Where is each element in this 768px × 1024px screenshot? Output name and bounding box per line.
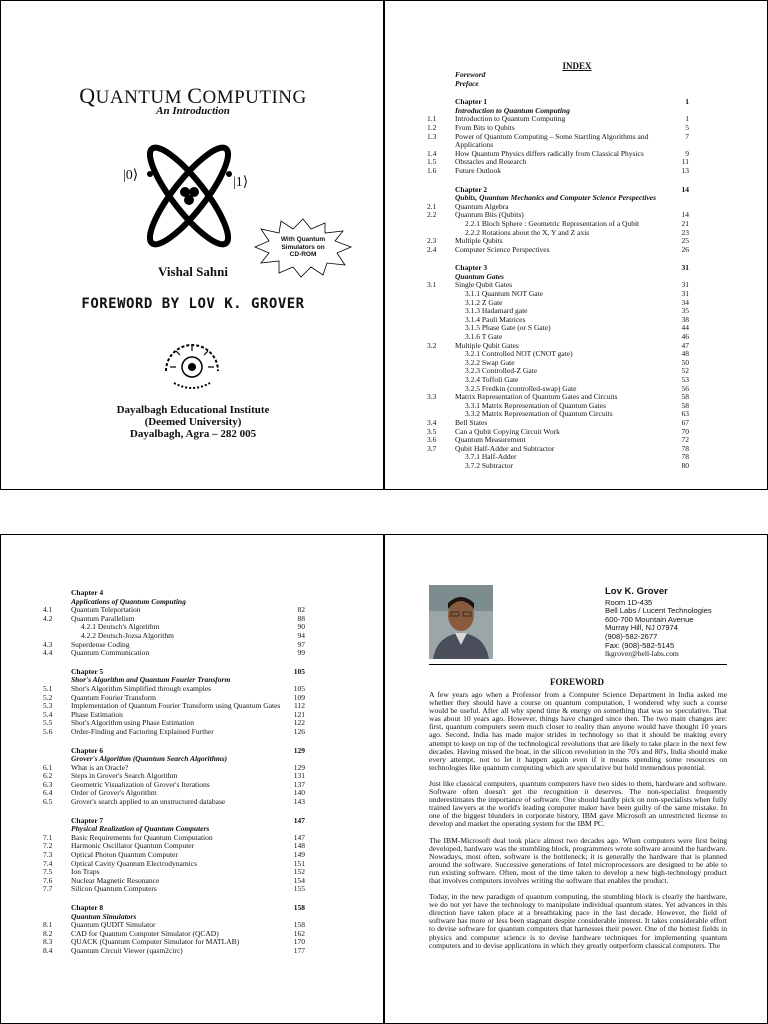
toc-entry-title: 3.2.4 Toffoli Gate	[465, 375, 519, 384]
toc-entry-title: Steps in Grover's Search Algorithm	[71, 771, 178, 781]
toc-chapter-page: 31	[681, 263, 689, 273]
toc-entry-number: 6.2	[43, 771, 53, 781]
toc-entry-page: 151	[293, 858, 305, 868]
toc-chapter-page: 105	[293, 666, 305, 676]
toc-chapter-title-text: Quantum Gates	[455, 271, 504, 281]
toc-front-foreword: Foreword	[455, 70, 486, 79]
foreword-credit: FOREWORD BY LOV K. GROVER	[81, 296, 305, 312]
toc-entry-number: 5.3	[43, 701, 53, 711]
toc-entry-title: 3.7.2 Subtractor	[465, 460, 514, 470]
toc-entry-number: 4.1	[43, 605, 53, 615]
toc-entry-title: 3.1.2 Z Gate	[465, 297, 503, 307]
toc-entry-title: Superdense Coding	[71, 639, 130, 649]
toc-entry-title: 3.2.1 Controlled NOT (CNOT gate)	[465, 349, 573, 359]
institute-name: Dayalbagh Educational Institute	[116, 404, 270, 416]
toc-entry-title: How Quantum Physics differs radically from Classical Physics	[455, 148, 644, 158]
toc-entry-number: 5.5	[43, 718, 53, 728]
institute-address: Dayalbagh, Agra – 282 005	[129, 428, 257, 440]
toc-chapter-page: 147	[293, 815, 305, 825]
toc-entry-title: Implementation of Quantum Fourier Transform using Quantum Gates	[71, 701, 281, 711]
toc-entry-title: 3.1.4 Pauli Matrices	[465, 314, 526, 324]
author-name: Vishal Sahni	[158, 264, 228, 279]
toc-entry-page: 23	[681, 227, 689, 237]
toc-entry-number: 8.4	[43, 945, 53, 955]
toc-entry-title: From Bits to Qubits	[455, 122, 515, 132]
toc-chapter-name: Chapter 8	[71, 903, 104, 912]
foreword-body	[429, 691, 727, 958]
toc-entry-page: 11	[681, 157, 689, 167]
toc-entry-page: 82	[297, 605, 305, 615]
toc-chapter-name: Chapter 7	[71, 815, 104, 825]
toc-chapter-name: Chapter 6	[71, 745, 104, 755]
toc-entry-number: 6.3	[43, 779, 53, 789]
toc-entry-number: 2.2	[427, 210, 437, 220]
toc-entry-number: 5.2	[43, 692, 53, 702]
toc-chapter-title-text: Qubits, Quantum Mechanics and Computer Science Perspectives	[455, 193, 657, 203]
toc-entry-page: 58	[681, 400, 689, 410]
toc-entry	[43, 798, 305, 807]
toc-chapter-page: 158	[293, 903, 305, 912]
toc-entry-page: 80	[681, 460, 689, 470]
foreword-paragraph-4: Today, in the new paradigm of quantum computing, the stumbling block is clearly the hardware, we do not yet have the technology to manipulate individual quantum states. Yet advances in this direction have taken place at a breathtaking pace in the last decade. However, the field of software has more or less been stagnant despite considerable interest. It takes considerable effort to devise software for quantum computers that harnesses their power. One of the hottest fields in physics and computer science is to devise hardware techniques for implementing quantum computers and to devise applications in which they greatly outperform classical computers. The	[429, 892, 727, 950]
toc-entry-title: Shor's Algorithm Simplified through examples	[71, 683, 212, 693]
toc-entry-number: 3.3	[427, 392, 437, 402]
toc-entry-page: 48	[681, 349, 689, 359]
toc-entry-title: Basic Requirements for Quantum Computation	[71, 832, 213, 842]
toc-entry-title: Optical Photon Quantum Computer	[71, 850, 178, 860]
toc-entry-title: 3.1.6 T Gate	[465, 332, 503, 342]
toc-entry-page: 109	[293, 692, 305, 702]
toc-entry-page: 105	[293, 683, 305, 693]
toc-entry-title: Multiple Qubits	[455, 236, 503, 246]
toc-entry-page: 38	[681, 314, 689, 324]
toc-entry-title: Optical Cavity Quantum Electrodynamics	[71, 858, 198, 868]
toc-entry-number: 5.4	[43, 709, 53, 719]
toc-entry-page: 154	[293, 875, 305, 885]
toc-entry-page: 177	[293, 945, 305, 955]
toc-entry-page: 99	[297, 648, 305, 658]
toc-entry-number: 5.6	[43, 726, 53, 736]
toc-entry-title: 3.2.3 Controlled-Z Gate	[465, 366, 538, 376]
toc-entry-number: 2.1	[427, 201, 437, 211]
toc-entry-title: CAD for Quantum Computer Simulator (QCAD)	[71, 928, 219, 938]
toc-entry-number: 6.5	[43, 797, 53, 807]
toc-entry-page: 143	[293, 797, 305, 807]
contact-org: Bell Labs / Lucent Technologies	[605, 606, 712, 616]
toc-chapter-name: Chapter 4	[71, 588, 104, 597]
toc-entry-title: Quantum Fourier Transform	[71, 692, 156, 702]
toc-entry-number: 7.2	[43, 841, 53, 851]
toc-entry-number: 1.1	[427, 114, 437, 124]
toc-entry-title: Quantum Parallelism	[71, 613, 135, 623]
toc-entry	[43, 649, 305, 658]
index-heading: INDEX	[562, 61, 592, 71]
toc-chapter-title-text: Applications of Quantum Computing	[71, 596, 186, 606]
toc-entry	[43, 728, 305, 737]
toc-entry-page: 14	[681, 210, 689, 220]
toc-entry-page: 152	[293, 867, 305, 877]
toc-entry-title: What is an Oracle?	[71, 762, 129, 772]
toc-entry-number: 1.6	[427, 165, 437, 175]
toc-entry-page: 67	[681, 417, 689, 427]
toc-entry-number: 6.1	[43, 762, 53, 772]
toc-entry-page: 34	[681, 297, 689, 307]
toc-entry-number: 2.3	[427, 236, 437, 246]
toc-chapter-name: Chapter 5	[71, 666, 104, 676]
toc-entry	[427, 167, 689, 176]
toc-entry-title: Phase Estimation	[71, 709, 123, 719]
toc-entry-title: Single Qubit Gates	[455, 280, 513, 290]
toc-entry-page: 140	[293, 788, 305, 798]
toc-entry-number: 8.1	[43, 920, 53, 930]
toc-entry-page: 129	[293, 762, 305, 772]
toc-front-preface: Preface	[455, 78, 479, 88]
toc-entry-number: 1.4	[427, 148, 437, 158]
toc-entry-number: 7.4	[43, 858, 53, 868]
toc-entry-page: 148	[293, 841, 305, 851]
toc-entry-page: 97	[297, 639, 305, 649]
book-title: QUANTUM COMPUTING	[79, 83, 307, 108]
toc-entry-page: 46	[681, 332, 689, 342]
toc-entry-number: 2.4	[427, 244, 437, 254]
toc-entry-page: 47	[681, 340, 689, 350]
toc-entry-page: 25	[681, 236, 689, 246]
foreword-paragraph-1: A few years ago when a Professor from a Computer Science Department in India asked me whether they should have a course on quantum computation, I wondered why such a course would be useful. After all why spend time & energy on something that was so speculative. That was about 10 years ago. However, things have changed since then. The two main changes are: first, quantum computers seem much closer to reality than anyone would have thought 10 years ago. Second, India has made major strides in technology so that it should be making every attempt to keep on top of the technological revolutions that are likely to take place in the next few decades. Having missed the boat, in the silicon revolution in the 70's and 80's, India should make every attempt, not to let it happen again even if it means spending some resources on technologies like quantum computing which are speculative but hold tremendous potential.	[429, 690, 727, 772]
toc-entry-title: Quantum Bits (Qubits)	[455, 210, 524, 220]
toc-entry-page: 5	[685, 122, 689, 132]
toc-entry-number: 1.3	[427, 131, 437, 141]
foreword-heading: FOREWORD	[550, 677, 604, 687]
toc-entry-page: 122	[293, 718, 305, 728]
toc-entry-page: 58	[681, 392, 689, 402]
toc-entry-page: 149	[293, 850, 305, 860]
contact-block	[605, 588, 712, 659]
toc-entry-title: Silicon Quantum Computers	[71, 884, 157, 894]
foreword-paragraph-2: Just like classical computers, quantum computers have two sides to them, hardware and software. Software often doesn't get the recognition it deserves. The non-specialist frequently underestimates the importance of software. One should hardly pick on non-specialists when fully trained lawyers at the world's leading computer maker have been guilty of the same mistake. In one of the biggest blunders in corporate history, IBM gave Microsoft an unrestricted license to develop and market the operating system for the IBM PC.	[429, 778, 727, 829]
toc-entry	[43, 885, 305, 894]
toc-entry-page: 53	[681, 375, 689, 384]
toc-entry-title: Applications	[455, 140, 494, 150]
toc-entry-title: Shor's Algorithm using Phase Estimation	[71, 718, 195, 728]
toc-entry-title: Quantum Circuit Viewer (qasm2circ)	[71, 945, 183, 955]
toc-entry-title: Quantum QUDIT Simulator	[71, 920, 156, 930]
toc-entry-page: 63	[681, 409, 689, 419]
institute-status: (Deemed University)	[144, 416, 242, 428]
atom-logo	[119, 141, 269, 256]
toc-entry-page: 162	[293, 928, 305, 938]
toc-entry-number: 3.6	[427, 435, 437, 445]
contact-street: 600-700 Mountain Avenue	[605, 614, 694, 624]
toc-entry-page: 7	[685, 131, 689, 141]
toc-entry-page: 155	[293, 884, 305, 894]
toc-entry-page: 56	[681, 383, 689, 393]
toc-entry-title: 2.2.2 Rotations about the X, Y and Z axis	[465, 227, 590, 237]
toc-entry-number: 7.5	[43, 867, 53, 877]
toc-entry-page: 21	[681, 218, 689, 228]
toc-entry-title: Future Outlook	[455, 165, 502, 175]
toc-entry-title: Matrix Representation of Quantum Gates and Circuits	[455, 392, 618, 402]
toc-entry-title: Grover's search applied to an unstructured database	[71, 797, 226, 807]
toc-entry-title: Can a Qubit Copying Circuit Work	[455, 426, 560, 436]
toc-entry-title: Bell States	[455, 417, 488, 427]
toc-entry-title: 3.3.1 Matrix Representation of Quantum Gates	[465, 400, 607, 410]
foreword-page	[384, 534, 768, 1024]
toc-entry-page: 35	[681, 306, 689, 316]
toc-entry-page: 52	[681, 366, 689, 376]
toc-entry-title: Obstacles and Research	[455, 157, 527, 167]
toc-entry-page: 94	[297, 630, 305, 640]
toc-entry-page: 126	[293, 726, 305, 736]
toc-entry-number: 1.2	[427, 122, 437, 132]
toc-entry	[427, 246, 689, 255]
toc-entry-page: 170	[293, 937, 305, 947]
toc-entry-title: Harmonic Oscillator Quantum Computer	[71, 841, 195, 851]
starburst-text: With Quantum Simulators on CD-ROM	[280, 236, 326, 258]
toc-entry-page: 78	[681, 443, 689, 453]
cover-page	[0, 0, 384, 490]
toc-entry-title: Quantum Measurement	[455, 435, 526, 445]
toc-entry-title: Qubit Half-Adder and Subtractor	[455, 443, 555, 453]
toc-chapter-name: Chapter 1	[455, 97, 488, 107]
toc-entry-page: 78	[681, 452, 689, 462]
toc-entry-title: Ion Traps	[71, 867, 100, 877]
toc-entry-page: 13	[681, 165, 689, 175]
index-page-continued	[0, 534, 384, 1024]
toc-chapter-title-text: Physical Realization of Quantum Computers	[71, 824, 210, 834]
toc-entry-number: 6.4	[43, 788, 53, 798]
toc-entry-title: Quantum Teleportation	[71, 605, 141, 615]
toc-entry-page: 26	[681, 244, 689, 254]
toc-entry-page: 70	[681, 426, 689, 436]
toc-entry-page: 72	[681, 435, 689, 445]
toc-entry-page: 147	[293, 832, 305, 842]
toc-entry-number: 3.5	[427, 426, 437, 436]
institute-emblem	[156, 331, 228, 397]
toc-entry-page: 121	[293, 709, 305, 719]
toc-entry	[43, 947, 305, 956]
toc-chapter-page: 129	[293, 745, 305, 755]
toc-entry-title: 3.3.2 Matrix Representation of Quantum Circuits	[465, 409, 613, 419]
toc-entry-number: 4.4	[43, 648, 53, 658]
toc-entry-title: 3.1.1 Quantum NOT Gate	[465, 289, 543, 299]
toc-chapter-name: Chapter 3	[455, 263, 488, 273]
toc-entry-page: 9	[685, 148, 689, 158]
toc-entry-page: 88	[297, 613, 305, 623]
toc-chapter-title-text: Introduction to Quantum Computing	[455, 105, 570, 115]
toc-entry-page: 90	[297, 622, 305, 632]
ket-zero-label: |0⟩	[123, 168, 139, 183]
index-toc-2	[43, 579, 305, 956]
toc-entry-title: Geometric Visualization of Grover's Iterations	[71, 779, 210, 789]
toc-entry-number: 3.1	[427, 280, 437, 290]
toc-entry-number: 1.5	[427, 157, 437, 167]
toc-entry-title: Quantum Communication	[71, 648, 150, 658]
toc-entry-page: 158	[293, 920, 305, 930]
toc-chapter-page: 1	[685, 97, 689, 107]
toc-entry-title: Multiple Qubit Gates	[455, 340, 519, 350]
toc-entry-number: 5.1	[43, 683, 53, 693]
toc-entry-number: 3.7	[427, 443, 437, 453]
index-toc-1	[427, 71, 689, 471]
contact-city: Murray Hill, NJ 07974	[605, 623, 679, 633]
toc-entry-title: 3.2.2 Swap Gate	[465, 357, 515, 367]
toc-entry-number: 4.2	[43, 613, 53, 623]
toc-entry-page: 112	[294, 701, 305, 711]
toc-entry-title: 3.7.1 Half-Adder	[465, 452, 517, 462]
toc-chapter-name: Chapter 2	[455, 184, 488, 194]
index-page	[384, 0, 768, 490]
toc-entry-title: QUACK (Quantum Computer Simulator for MATLAB)	[71, 937, 240, 947]
toc-entry-title: Introduction to Quantum Computing	[455, 114, 566, 124]
toc-entry-page: 31	[681, 289, 689, 299]
toc-entry-number: 7.3	[43, 850, 53, 860]
toc-chapter-title-text: Quantum Simulators	[71, 911, 137, 921]
toc-entry-title: 4.2.1 Deutsch's Algorithm	[81, 622, 160, 632]
author-photo	[429, 585, 493, 659]
toc-entry-page: 1	[685, 114, 689, 124]
toc-entry-title: 3.1.3 Hadamard gate	[465, 306, 528, 316]
contact-phone: (908)-582-2677	[605, 631, 658, 641]
contact-name: Lov K. Grover	[605, 586, 668, 597]
toc-entry-page: 50	[681, 357, 689, 367]
book-subtitle: An Introduction	[156, 105, 230, 117]
toc-entry-title: Power of Quantum Computing – Some Startling Algorithms and	[455, 131, 649, 141]
toc-entry-page: 31	[681, 280, 689, 290]
toc-entry-title: 2.2.1 Bloch Sphere : Geometric Representation of a Qubit	[465, 218, 640, 228]
toc-entry-title: 3.2.5 Fredkin (controlled-swap) Gate	[465, 383, 577, 393]
ket-one-label: |1⟩	[233, 175, 249, 190]
toc-entry-number: 8.2	[43, 928, 53, 938]
toc-entry-page: 44	[681, 323, 689, 333]
toc-chapter-page: 14	[681, 184, 689, 194]
toc-entry	[427, 462, 689, 471]
toc-entry-number: 7.7	[43, 884, 53, 894]
toc-entry-title: 4.2.2 Deutsch-Jozsa Algorithm	[81, 630, 174, 640]
toc-entry-number: 4.3	[43, 639, 53, 649]
toc-entry-number: 8.3	[43, 937, 53, 947]
toc-entry-title: Quantum Algebra	[455, 201, 509, 211]
toc-entry-page: 131	[293, 771, 305, 781]
toc-entry-title: Order-Finding and Factoring Explained Further	[71, 726, 214, 736]
foreword-paragraph-3: The IBM-Microsoft deal took place almost two decades ago. When computers were first being developed, hardware was the stumbling block, programmers wrote software around the hardware. Nowadays, most often, software is the bottleneck; it is generally the hardware that is planned around the software. Successive generations of Intel microprocessors are designed to be able to run existing software. Often, most of the time taken to develop a new high-technology product that involves computers involves writing the software that enables the product.	[429, 835, 727, 885]
toc-entry-page: 137	[293, 779, 305, 789]
toc-entry-title: Computer Science Perspectives	[455, 244, 550, 254]
contact-email: lkgrover@bell-labs.com	[605, 649, 679, 659]
toc-entry-title: 3.1.5 Phase Gate (or S Gate)	[465, 323, 551, 333]
toc-entry-number: 7.6	[43, 875, 53, 885]
toc-entry-title: Order of Grover's Algorithm	[71, 788, 157, 798]
toc-chapter-title-text: Shor's Algorithm and Quantum Fourier Transform	[71, 675, 231, 685]
toc-chapter-title-text: Grover's Algorithm (Quantum Search Algorithms)	[71, 754, 228, 764]
toc-entry-number: 7.1	[43, 832, 53, 842]
toc-entry-number: 3.2	[427, 340, 437, 350]
toc-gap	[43, 737, 305, 747]
contact-fax: Fax: (908)-582-5145	[605, 640, 675, 650]
divider	[429, 664, 727, 665]
toc-entry-number: 3.4	[427, 417, 437, 427]
toc-entry-title: Nuclear Magnetic Resonance	[71, 875, 160, 885]
contact-room: Room 1D-435	[605, 597, 653, 607]
